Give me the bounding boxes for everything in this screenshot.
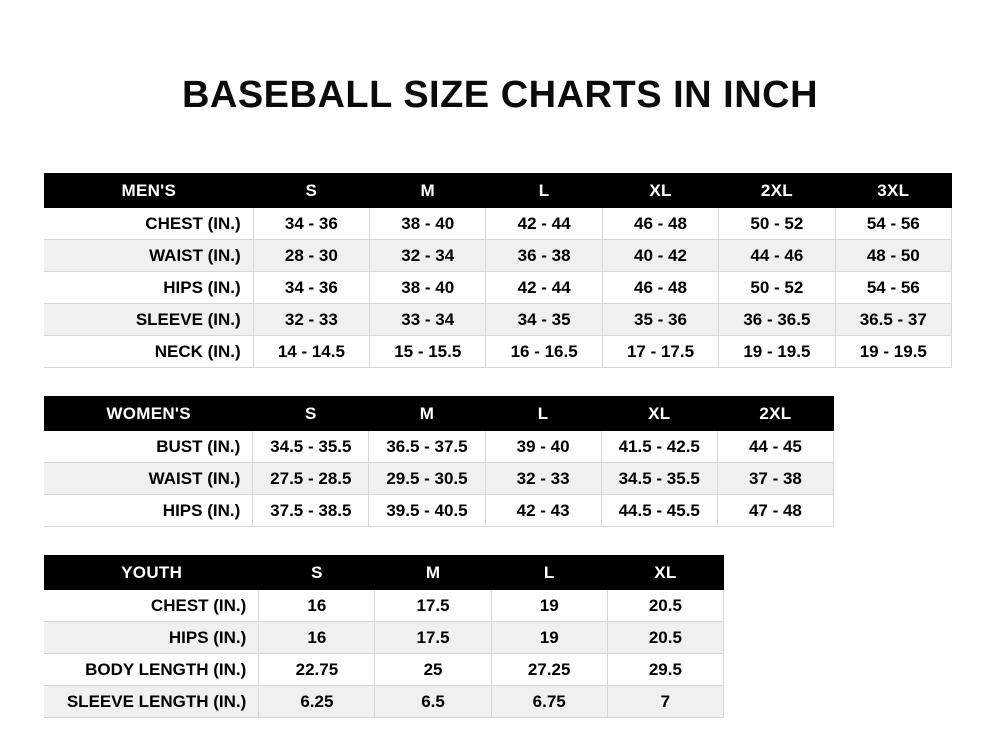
cell: 19 [491, 622, 607, 654]
cell: 16 [259, 590, 375, 622]
cell: 40 - 42 [602, 240, 718, 272]
row-label: HIPS (IN.) [45, 495, 253, 527]
table-row [45, 495, 834, 527]
column-header: XL [607, 556, 723, 590]
page-title: BASEBALL SIZE CHARTS IN INCH [181, 74, 819, 116]
cell: 34.5 - 35.5 [253, 431, 369, 463]
column-header: WOMEN'S [45, 397, 253, 431]
cell: 54 - 56 [835, 208, 951, 240]
cell: 36.5 - 37.5 [369, 431, 485, 463]
cell: 19 [491, 590, 607, 622]
cell: 29.5 [607, 654, 723, 686]
cell: 29.5 - 30.5 [369, 463, 485, 495]
cell: 54 - 56 [835, 272, 951, 304]
cell: 39.5 - 40.5 [369, 495, 485, 527]
cell: 33 - 34 [370, 304, 486, 336]
column-header: YOUTH [45, 556, 259, 590]
cell: 36 - 38 [486, 240, 602, 272]
cell: 35 - 36 [602, 304, 718, 336]
cell: 14 - 14.5 [253, 336, 369, 368]
row-label: CHEST (IN.) [45, 590, 259, 622]
table-row [45, 431, 834, 463]
row-label: HIPS (IN.) [45, 272, 254, 304]
table-row [45, 686, 724, 718]
cell: 41.5 - 42.5 [601, 431, 717, 463]
column-header: S [253, 174, 369, 208]
table-row [45, 622, 724, 654]
cell: 48 - 50 [835, 240, 951, 272]
cell: 34 - 36 [253, 208, 369, 240]
cell: 6.75 [491, 686, 607, 718]
cell: 42 - 44 [486, 208, 602, 240]
column-header: M [370, 174, 486, 208]
cell: 32 - 34 [370, 240, 486, 272]
column-header: L [486, 174, 602, 208]
cell: 42 - 43 [485, 495, 601, 527]
column-header: 3XL [835, 174, 951, 208]
cell: 44.5 - 45.5 [601, 495, 717, 527]
cell: 19 - 19.5 [835, 336, 951, 368]
column-header: MEN'S [45, 174, 254, 208]
table-header-row [45, 397, 834, 431]
cell: 44 - 46 [719, 240, 835, 272]
cell: 34 - 35 [486, 304, 602, 336]
column-header: L [491, 556, 607, 590]
cell: 38 - 40 [370, 208, 486, 240]
cell: 37.5 - 38.5 [253, 495, 369, 527]
row-label: HIPS (IN.) [45, 622, 259, 654]
column-header: XL [602, 174, 718, 208]
womens-size-table [44, 396, 834, 527]
cell: 47 - 48 [717, 495, 833, 527]
column-header: M [369, 397, 485, 431]
table-row [45, 336, 952, 368]
table-row [45, 463, 834, 495]
size-tables-container [0, 173, 1000, 718]
table-row [45, 272, 952, 304]
cell: 16 - 16.5 [486, 336, 602, 368]
cell: 42 - 44 [486, 272, 602, 304]
column-header: 2XL [719, 174, 835, 208]
row-label: NECK (IN.) [45, 336, 254, 368]
table-row [45, 654, 724, 686]
column-header: M [375, 556, 491, 590]
cell: 6.25 [259, 686, 375, 718]
row-label: BODY LENGTH (IN.) [45, 654, 259, 686]
cell: 36.5 - 37 [835, 304, 951, 336]
cell: 20.5 [607, 590, 723, 622]
cell: 27.5 - 28.5 [253, 463, 369, 495]
cell: 15 - 15.5 [370, 336, 486, 368]
cell: 38 - 40 [370, 272, 486, 304]
column-header: XL [601, 397, 717, 431]
column-header: L [485, 397, 601, 431]
cell: 36 - 36.5 [719, 304, 835, 336]
cell: 25 [375, 654, 491, 686]
table-row [45, 240, 952, 272]
column-header: S [259, 556, 375, 590]
cell: 7 [607, 686, 723, 718]
cell: 32 - 33 [253, 304, 369, 336]
cell: 19 - 19.5 [719, 336, 835, 368]
cell: 34 - 36 [253, 272, 369, 304]
table-row [45, 304, 952, 336]
cell: 17.5 [375, 622, 491, 654]
cell: 39 - 40 [485, 431, 601, 463]
row-label: WAIST (IN.) [45, 463, 253, 495]
table-header-row [45, 556, 724, 590]
cell: 6.5 [375, 686, 491, 718]
table-header-row [45, 174, 952, 208]
cell: 34.5 - 35.5 [601, 463, 717, 495]
mens-size-table [44, 173, 952, 368]
cell: 50 - 52 [719, 208, 835, 240]
row-label: SLEEVE LENGTH (IN.) [45, 686, 259, 718]
cell: 37 - 38 [717, 463, 833, 495]
cell: 28 - 30 [253, 240, 369, 272]
table-row [45, 208, 952, 240]
cell: 17 - 17.5 [602, 336, 718, 368]
cell: 27.25 [491, 654, 607, 686]
column-header: 2XL [717, 397, 833, 431]
table-row [45, 590, 724, 622]
cell: 17.5 [375, 590, 491, 622]
cell: 20.5 [607, 622, 723, 654]
cell: 46 - 48 [602, 272, 718, 304]
row-label: BUST (IN.) [45, 431, 253, 463]
youth-size-table [44, 555, 724, 718]
column-header: S [253, 397, 369, 431]
row-label: CHEST (IN.) [45, 208, 254, 240]
cell: 32 - 33 [485, 463, 601, 495]
row-label: SLEEVE (IN.) [45, 304, 254, 336]
cell: 46 - 48 [602, 208, 718, 240]
cell: 16 [259, 622, 375, 654]
cell: 22.75 [259, 654, 375, 686]
row-label: WAIST (IN.) [45, 240, 254, 272]
cell: 50 - 52 [719, 272, 835, 304]
cell: 44 - 45 [717, 431, 833, 463]
